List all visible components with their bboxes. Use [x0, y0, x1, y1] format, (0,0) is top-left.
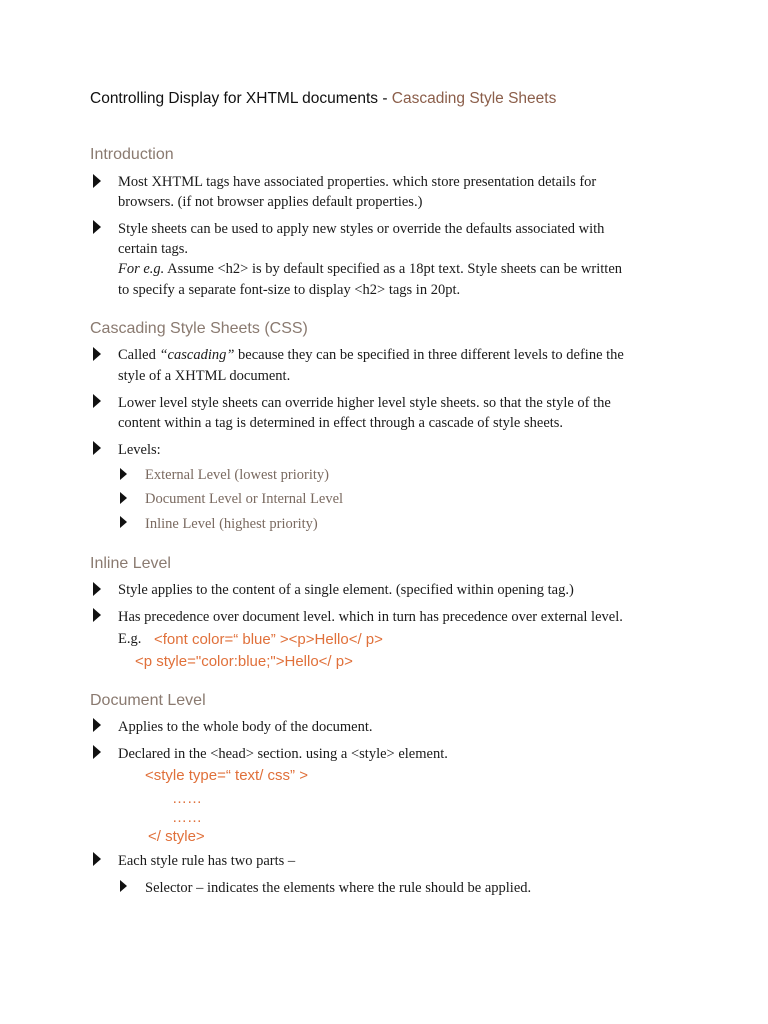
- level-item-external: External Level (lowest priority): [145, 467, 330, 483]
- bullet-arrow-icon: [93, 394, 101, 408]
- document-code-close: </ style>: [148, 828, 205, 845]
- document-code-open: <style type=“ text/ css” >: [145, 767, 308, 784]
- title-accent: Cascading Style Sheets: [391, 90, 557, 107]
- sub-bullet-arrow-icon: [120, 880, 127, 892]
- css-bullet-1-line-1: Called “cascading” because they can be specified in three different levels to define the: [118, 347, 624, 363]
- inline-bullet-2: Has precedence over document level. which in turn has precedence over external level.: [118, 609, 623, 625]
- document-code-dots-2: ……: [172, 809, 202, 826]
- bullet-arrow-icon: [93, 745, 101, 759]
- inline-code-example-2: <p style="color:blue;">Hello</ p>: [135, 653, 353, 670]
- level-item-document: Document Level or Internal Level: [145, 491, 344, 507]
- inline-eg-label: E.g.: [118, 631, 142, 647]
- sub-bullet-arrow-icon: [120, 516, 127, 528]
- css-bullet-3: Levels:: [118, 442, 161, 458]
- document-bullet-2: Declared in the <head> section. using a <style> element.: [118, 746, 448, 762]
- css-bullet-1-line-2: style of a XHTML document.: [118, 368, 291, 384]
- document-bullet-1: Applies to the whole body of the document.: [118, 719, 373, 735]
- sub-bullet-arrow-icon: [120, 492, 127, 504]
- heading-document-level: Document Level: [90, 692, 206, 709]
- bullet-arrow-icon: [93, 852, 101, 866]
- css-bullet-2-line-1: Lower level style sheets can override higher level style sheets. so that the style of the: [118, 395, 611, 411]
- css-bullet-2-line-2: content within a tag is determined in effect through a cascade of style sheets.: [118, 415, 564, 431]
- bullet-arrow-icon: [93, 441, 101, 455]
- heading-introduction: Introduction: [90, 146, 174, 163]
- intro-bullet-2-line-3: For e.g. Assume <h2> is by default specified as a 18pt text. Style sheets can be written: [118, 261, 623, 277]
- intro-bullet-2-line-2: certain tags.: [118, 241, 189, 257]
- heading-inline-level: Inline Level: [90, 555, 171, 572]
- intro-bullet-1-line-2: browsers. (if not browser applies default properties.): [118, 194, 423, 210]
- intro-bullet-2-line-1: Style sheets can be used to apply new styles or override the defaults associated with: [118, 221, 605, 237]
- heading-css: Cascading Style Sheets (CSS): [90, 320, 308, 337]
- page-title: Controlling Display for XHTML documents - Cascading Style Sheets: [90, 90, 557, 107]
- inline-bullet-1: Style applies to the content of a single element. (specified within opening tag.): [118, 582, 574, 598]
- sub-bullet-arrow-icon: [120, 468, 127, 480]
- bullet-arrow-icon: [93, 718, 101, 732]
- bullet-arrow-icon: [93, 347, 101, 361]
- intro-bullet-1-line-1: Most XHTML tags have associated properties. which store presentation details for: [118, 174, 597, 190]
- bullet-arrow-icon: [93, 582, 101, 596]
- level-item-inline: Inline Level (highest priority): [145, 516, 318, 532]
- bullet-arrow-icon: [93, 174, 101, 188]
- document-code-dots-1: ……: [172, 790, 202, 807]
- document-bullet-3: Each style rule has two parts –: [118, 853, 296, 869]
- bullet-arrow-icon: [93, 220, 101, 234]
- inline-code-example-1: <font color=“ blue” ><p>Hello</ p>: [154, 631, 383, 648]
- bullet-arrow-icon: [93, 608, 101, 622]
- intro-bullet-2-line-4: to specify a separate font-size to display <h2> tags in 20pt.: [118, 282, 461, 298]
- document-sub-bullet-selector: Selector – indicates the elements where the rule should be applied.: [145, 880, 532, 896]
